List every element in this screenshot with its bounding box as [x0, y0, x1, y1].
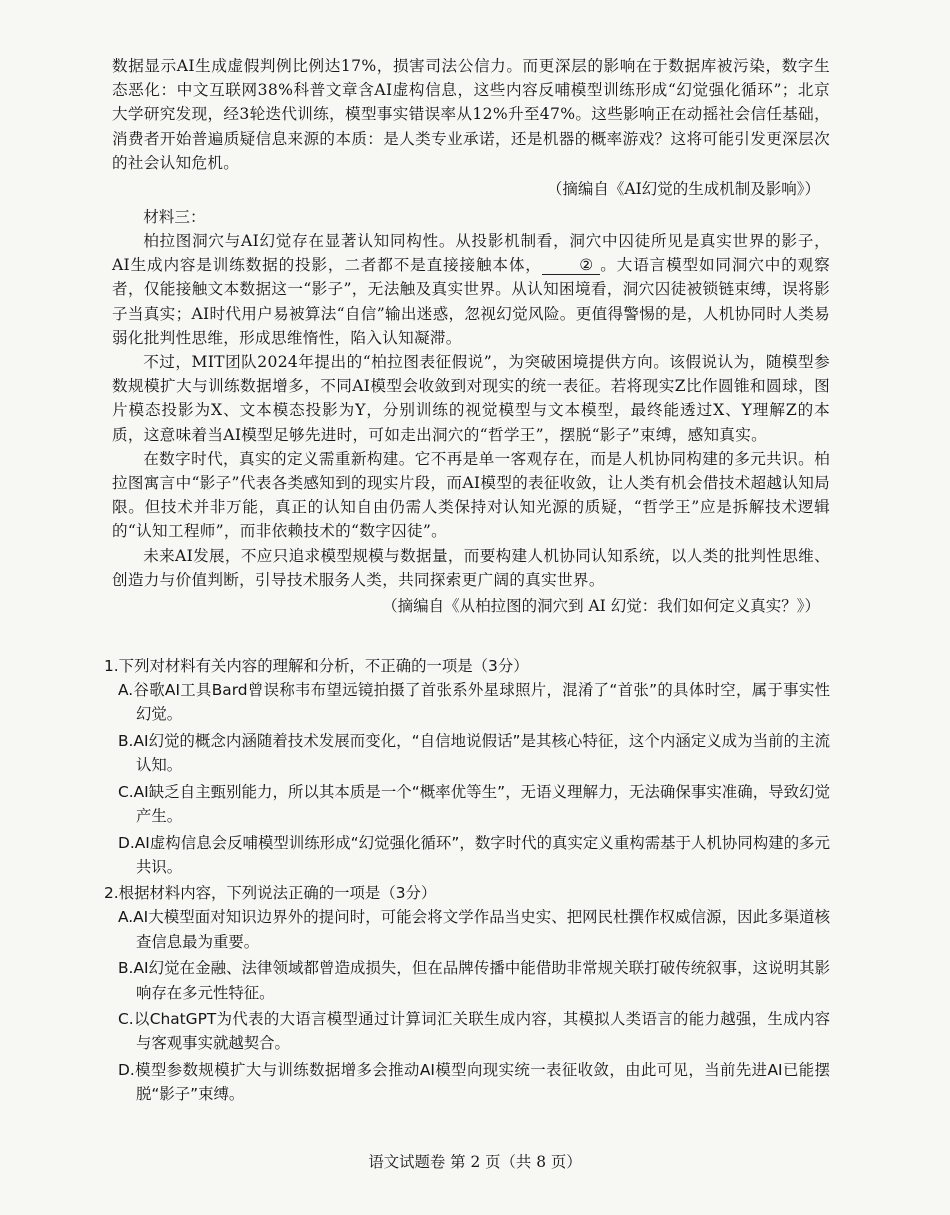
questions-section [104, 654, 830, 1107]
material3-p1-after: 。大语言模型如同洞穴中的观察者，仅能接触文本数据这一“影子”，无法触及真实世界。从认知困境看，洞穴囚徒被锁链束缚，误将影子当真实；AI时代用户易被算法“自信”输出迷惑，忽视幻觉风险。更值得警惕的是，人机协同时人类易弱化批判性思维，形成思维惰性，陷入认知凝滞。 [112, 256, 831, 347]
fill-blank-2: ② [542, 256, 600, 275]
question-1-option-b: B.AI幻觉的概念内涵随着技术发展而变化，“自信地说假话”是其核心特征，这个内涵定义成为当前的主流认知。 [118, 731, 830, 775]
question-1-option-c: C.AI缺乏自主甄别能力，所以其本质是一个“概率优等生”，无语义理解力，无法确保事实准确，导致幻觉产生。 [118, 782, 830, 826]
question-2-option-c: C.以ChatGPT为代表的大语言模型通过计算词汇关联生成内容，其模拟人类语言的能力越强，生成内容与客观事实就越契合。 [118, 1009, 830, 1053]
material3-p1-before: 柏拉图洞穴与AI幻觉存在显著认知同构性。从投影机制看，洞穴中囚徒所见是真实世界的影子，AI生成内容是训练数据的投影，二者都不是直接接触本体， [112, 232, 830, 275]
question-2-option-b: B.AI幻觉在金融、法律领域都曾造成损失，但在品牌传播中能借助非常规关联打破传统叙事，这说明其影响存在多元性特征。 [118, 959, 830, 1002]
material3-paragraph-4: 未来AI发展，不应只追求模型规模与数据量，而要构建人机协同认知系统，以人类的批判性思维、创造力与价值判断，引导技术服务人类，共同探索更广阔的真实世界。 [112, 546, 830, 589]
question-2-stem: 2.根据材料内容，下列说法正确的一项是（3分） [104, 884, 437, 903]
question-2-option-d: D.模型参数规模扩大与训练数据增多会推动AI模型向现实统一表征收敛，由此可见，当前先进AI已能摆脱“影子”束缚。 [118, 1060, 830, 1104]
material3-paragraph-2: 不过，MIT团队2024年提出的“柏拉图表征假说”，为突破困境提供方向。该假说认为，随模型参数规模扩大与训练数据增多，不同AI模型会收敛到对现实的统一表征。若将现实Z比作圆锥和圆球，图片模态投影为X、文本模态投影为Y，分别训练的视觉模型与文本模型，最终能透过X、Y理解Z的本质，这意味着当AI模型足够先进时，可如走出洞穴的“哲学王”，摆脱“影子”束缚，感知真实。 [112, 353, 830, 444]
question-1-option-a: A.谷歌AI工具Bard曾误称韦布望远镜拍摄了首张系外星球照片，混淆了“首张”的具体时空，属于事实性幻觉。 [118, 681, 830, 724]
material2-tail: 数据显示AI生成虚假判例比例达17%，损害司法公信力。而更深层的影响在于数据库被污染，数字生态恶化：中文互联网38%科普文章含AI虚构信息，这些内容反哺模型训练形成“幻觉强化循环”；北京大学研究发现，经3轮迭代训练，模型事实错误率从12%升至47%。这些影响正在动摇社会信任基础，消费者开始普遍质疑信息来源的本质：是人类专业承诺，还是机器的概率游戏？这将可能引发更深层次的社会认知危机。 [112, 57, 830, 172]
material3-title: 材料三： [143, 208, 206, 227]
material2-source: （摘编自《AI幻觉的生成机制及影响》） [546, 180, 820, 199]
page-footer: 语文试题卷 第 2 页（共 8 页） [368, 1153, 582, 1171]
question-2-option-a: A.AI大模型面对知识边界外的提问时，可能会将文学作品当史实、把网民杜撰作权威信源，因此多渠道核查信息最为重要。 [118, 908, 830, 951]
material3-paragraph-1 [112, 229, 830, 350]
question-1-option-d: D.AI虚构信息会反哺模型训练形成“幻觉强化循环”，数字时代的真实定义重构需基于人机协同构建的多元共识。 [118, 833, 830, 876]
question-1-stem: 1.下列对材料有关内容的理解和分析，不正确的一项是（3分） [104, 657, 529, 676]
material3-paragraph-3: 在数字时代，真实的定义需重新构建。它不再是单一客观存在，而是人机协同构建的多元共识。柏拉图寓言中“影子”代表各类感知到的现实片段，而AI模型的表征收敛，让人类有机会借技术超越认知局限。但技术并非万能，真正的认知自由仍需人类保持对认知光源的质疑，“哲学王”应是拆解技术逻辑的“认知工程师”，而非依赖技术的“数字囚徒”。 [112, 449, 830, 541]
material3-source: （摘编自《从柏拉图的洞穴到 AI 幻觉：我们如何定义真实？》） [382, 597, 820, 616]
